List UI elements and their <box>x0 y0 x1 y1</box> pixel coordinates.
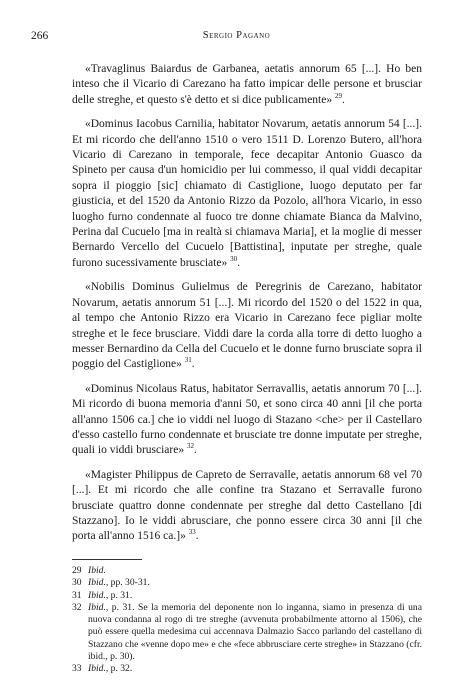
testimony-paragraph: «Magister Philippus de Capreto de Serravalle, aetatis annorum 68 vel 70 [...]. Et mi ricordo che alle confine tra Stazano et Serravalle furono brusciate quattro donne condennate per streghe dal detto Castellano [di Stazzano]. Io le viddi abrusciare, che ponno essere circa 30 anni [il che porta all'anno 1516 ca.]» $^{33}$. <box>72 468 422 543</box>
footnote-ibid: Ibid. <box>88 589 106 601</box>
footnote <box>72 577 422 589</box>
footnote-ref: 30 <box>230 255 238 264</box>
footnote-number: 32 <box>72 601 82 613</box>
paragraph-text: «Magister Philippus de Capreto de Serravalle, aetatis annorum 68 vel 70 [...]. Et mi ricordo che alle confine tra Stazano et Serravalle furono brusciate quattro donne condennate per streghe dal detto Castellano [di Stazzano]. Io le viddi abrusciare, che ponno essere circa 30 anni [il che porta all'anno 1516 ca.]» <box>72 468 422 543</box>
footnote-number: 31 <box>72 589 82 601</box>
footnote-ibid: Ibid. <box>88 663 106 675</box>
footnote <box>72 663 422 675</box>
footnote-text: , p. 31. <box>105 589 133 601</box>
footnote-text: , pp. 30-31. <box>105 577 150 589</box>
footnote-text: , p. 31. Se la memoria del deponente non lo inganna, siamo in presenza di una nuova condanna al rogo di tre streghe (avvenuta probabilmente attorno al 1506), che può essere quella medesima cui accennava Dalmazio Sacco parlando del castellano di Stazzano che «venne dopo me» e che «fece abbrusciare certe streghe» in Stazzano (cfr. ibid., p. 30). <box>88 601 423 663</box>
footnote-ibid: Ibid. <box>88 577 106 589</box>
footnote-text: , p. 32. <box>105 663 133 675</box>
testimony-paragraph: «Dominus Nicolaus Ratus, habitator Serravallis, aetatis annorum 70 [...]. Mi ricordo di buona memoria d'anni 50, et sono circa 40 anni [il che porta all'anno 1506 ca.] che io viddi nel luogo di Stazano <che> per il Castellaro d'esso castello furno condennate et brusciate tre donne imputate per streghe, quali io viddi brusciare» $^{32}$. <box>72 382 422 457</box>
footnotes <box>72 565 422 676</box>
footnote-ibid: Ibid. <box>88 565 106 576</box>
testimony-paragraph: «Dominus Iacobus Carnilia, habitator Novarum, aetatis annorum 54 [...]. Et mi ricordo che dell'anno 1510 o vero 1511 D. Lorenzo Butero, all'hora Vicario di Carezano in temporale, fece decapitar Antonio Guasco da Spineto per causa d'un homicidio per lui commesso, il qual viddi decapitar sopra il pioggio [sic] chiamato di Castiglione, luogo deputato per far giusticia, et del 1520 da Antonio Rizzo da Pozolo, all'hora Vicario, in esso luogho furno condennate al fuoco tre donne chiamate Bianca da Malvino, Perina dal Cucuelo [ma in realtà si chiamava Maria], et la moglie di messer Bernardo Vercello del Cucuelo [Battistina], inputate per streghe, quale furono sucessivamente brusciate» $^{30}$. <box>72 118 422 269</box>
paragraph-text: «Dominus Nicolaus Ratus, habitator Serravallis, aetatis annorum 70 [...]. Mi ricordo di buona memoria d'anni 50, et sono circa 40 anni [il che porta all'anno 1506 ca.] che io viddi nel luogo di Stazano <che> per il Castellaro d'esso castello furno condennate et brusciate tre donne imputate per streghe, quali io viddi brusciare» <box>72 382 422 457</box>
paragraph-text: «Nobilis Dominus Gulielmus de Peregrinis de Carezano, habitator Novarum, aetatis annorum 51 [...]. Mi ricordo del 1520 o del 1522 in qua, al tempo che Antonio Rizzo era Vicario in Carezano fece pigliar molte streghe et le fece brusciare. Viddi dare la corda alla torre di detto luogho a messer Bernardino da Cella del Cucuelo et le donne furno brusciate sopra il poggio del Castiglione» <box>72 281 422 371</box>
footnote <box>72 602 422 663</box>
footnote-number: 33 <box>72 663 82 675</box>
running-head: Sergio Pagano <box>202 30 271 41</box>
paragraph-text: «Dominus Iacobus Carnilia, habitator Novarum, aetatis annorum 54 [...]. Et mi ricordo che dell'anno 1510 o vero 1511 D. Lorenzo Butero, all'hora Vicario di Carezano in temporale, fece decapitar Antonio Guasco da Spineto per causa d'un homicidio per lui commesso, il qual viddi decapitar sopra il pioggio [sic] chiamato di Castiglione, luogo deputato per far giusticia, et del 1520 da Antonio Rizzo da Pozolo, all'hora Vicario, in esso luogho furno condennate al fuoco tre donne chiamate Bianca da Malvino, Perina dal Cucuelo [ma in realtà si chiamava Maria], et la moglie di messer Bernardo Vercello del Cucuelo [Battistina], inputate per streghe, quale furono sucessivamente brusciate» <box>72 118 422 269</box>
footnote-divider <box>72 559 142 560</box>
paragraph-text: «Travaglinus Baiardus de Garbanea, aetatis annorum 65 [...]. Ho ben inteso che il Vicario di Carezano ha fatto impicar delle persone et brusciar delle streghe, et questo s'è detto et si dice publicamente» <box>72 63 422 106</box>
footnote-ref: 29 <box>334 91 342 100</box>
page-header <box>31 30 442 44</box>
footnote-ref: 32 <box>186 442 194 451</box>
footnote-ibid: Ibid. <box>88 601 106 613</box>
footnote-number: 29 <box>72 565 82 576</box>
footnote <box>72 590 422 602</box>
footnote-number: 30 <box>72 577 82 589</box>
footnote-ref: 33 <box>188 528 196 537</box>
testimony-paragraph: «Travaglinus Baiardus de Garbanea, aetatis annorum 65 [...]. Ho ben inteso che il Vicario di Carezano ha fatto impicar delle persone et brusciar delle streghe, et questo s'è detto et si dice publicamente» $^{29}$. <box>72 63 422 106</box>
page-number: 266 <box>31 30 49 42</box>
main-text <box>72 62 422 554</box>
testimony-paragraph: «Nobilis Dominus Gulielmus de Peregrinis de Carezano, habitator Novarum, aetatis annorum 51 [...]. Mi ricordo del 1520 o del 1522 in qua, al tempo che Antonio Rizzo era Vicario in Carezano fece pigliar molte streghe et le fece brusciare. Viddi dare la corda alla torre di detto luogho a messer Bernardino da Cella del Cucuelo et le donne furno brusciate sopra il poggio del Castiglione» $^{31}$. <box>72 281 422 371</box>
footnote-ref: 31 <box>184 356 192 365</box>
footnote <box>72 565 422 577</box>
